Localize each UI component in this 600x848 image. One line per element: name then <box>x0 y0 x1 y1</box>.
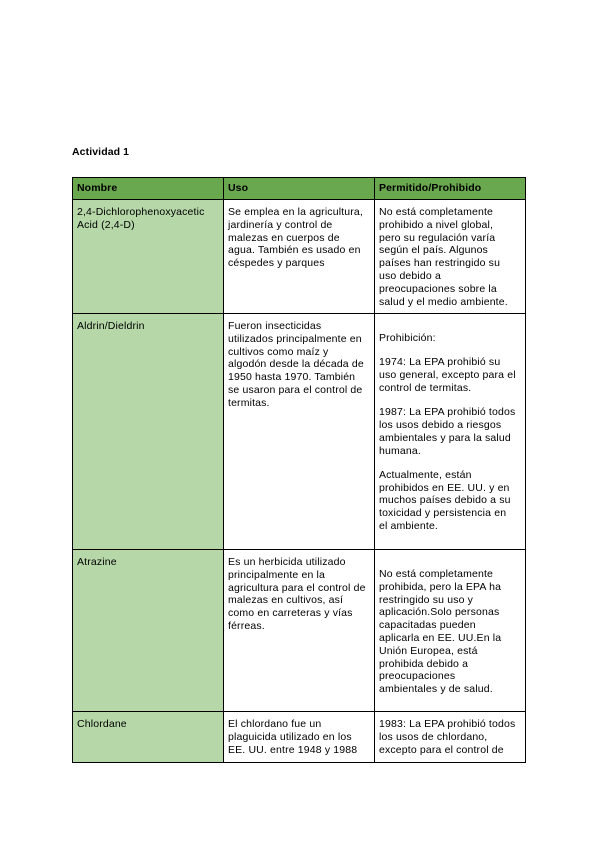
row-24d-permitido-cell <box>375 200 526 314</box>
row-aldrin-permitido-1987: 1987: La EPA prohibió todos los usos debido a riesgos ambientales y para la salud humana. <box>379 406 516 457</box>
row-aldrin-nombre-cell <box>73 314 224 550</box>
row-aldrin-uso-text: Fueron insecticidas utilizados principalmente en cultivos como maíz y algodón desde la década de 1950 hasta 1970. También se usaron para el control de termitas. <box>228 320 364 409</box>
row-aldrin-uso-cell <box>224 314 375 550</box>
row-aldrin-nombre-text: Aldrin/Dieldrin <box>77 320 145 332</box>
pesticides-table <box>72 177 526 763</box>
row-24d-nombre-text: 2,4-Dichlorophenoxyacetic Acid (2,4-D) <box>77 206 205 231</box>
header-cell-permitido-prohibido <box>375 178 526 200</box>
row-atrazine-uso-text: Es un herbicida utilizado principalmente en la agricultura para el control de malezas en cultivos, así como en carreteras y vías férreas. <box>228 556 366 632</box>
activity-title: Actividad 1 <box>72 146 130 158</box>
row-atrazine-permitido-text: No está completamente prohibida, pero la EPA ha restringido su uso y aplicación.Solo personas capacitadas pueden aplicarla en EE. UU.En la Unión Europea, está prohibida debido a preocupaciones ambientales y de salud. <box>379 568 502 696</box>
row-aldrin-permitido-cell <box>375 314 526 550</box>
row-24d-permitido-text: No está completamente prohibido a nivel global, pero su regulación varía según el país. Algunos países han restringido su uso debido a preocupaciones sobre la salud y el medio ambiente. <box>379 206 508 308</box>
row-24d-nombre-cell <box>73 200 224 314</box>
header-label-uso: Uso <box>228 182 249 195</box>
row-atrazine-nombre-text: Atrazine <box>77 556 117 568</box>
row-atrazine-uso-cell <box>224 550 375 712</box>
row-24d-uso-text: Se emplea en la agricultura, jardinería y control de malezas en cuerpos de agua. También es usado en céspedes y parques <box>228 206 363 270</box>
row-aldrin-permitido-heading: Prohibición: <box>379 332 436 344</box>
header-label-nombre: Nombre <box>77 182 118 195</box>
header-cell-uso <box>224 178 375 200</box>
row-chlordane-nombre-cell <box>73 712 224 763</box>
row-chlordane-permitido-text: 1983: La EPA prohibió todos los usos de chlordano, excepto para el control de <box>379 718 516 756</box>
row-chlordane-nombre-text: Chlordane <box>77 718 127 730</box>
row-atrazine-permitido-cell <box>375 550 526 712</box>
row-atrazine-nombre-cell <box>73 550 224 712</box>
row-aldrin-permitido-actualmente: Actualmente, están prohibidos en EE. UU. y en muchos países debido a su toxicidad y persistencia en el ambiente. <box>379 468 511 533</box>
row-chlordane-uso-text: El chlordano fue un plaguicida utilizado en los EE. UU. entre 1948 y 1988 <box>228 718 358 756</box>
row-aldrin-permitido-1974: 1974: La EPA prohibió su uso general, excepto para el control de termitas. <box>379 356 516 394</box>
row-chlordane-uso-cell <box>224 712 375 763</box>
header-cell-nombre <box>73 178 224 200</box>
row-chlordane-permitido-cell <box>375 712 526 763</box>
header-label-permitido-prohibido: Permitido/Prohibido <box>379 182 482 195</box>
row-24d-uso-cell <box>224 200 375 314</box>
